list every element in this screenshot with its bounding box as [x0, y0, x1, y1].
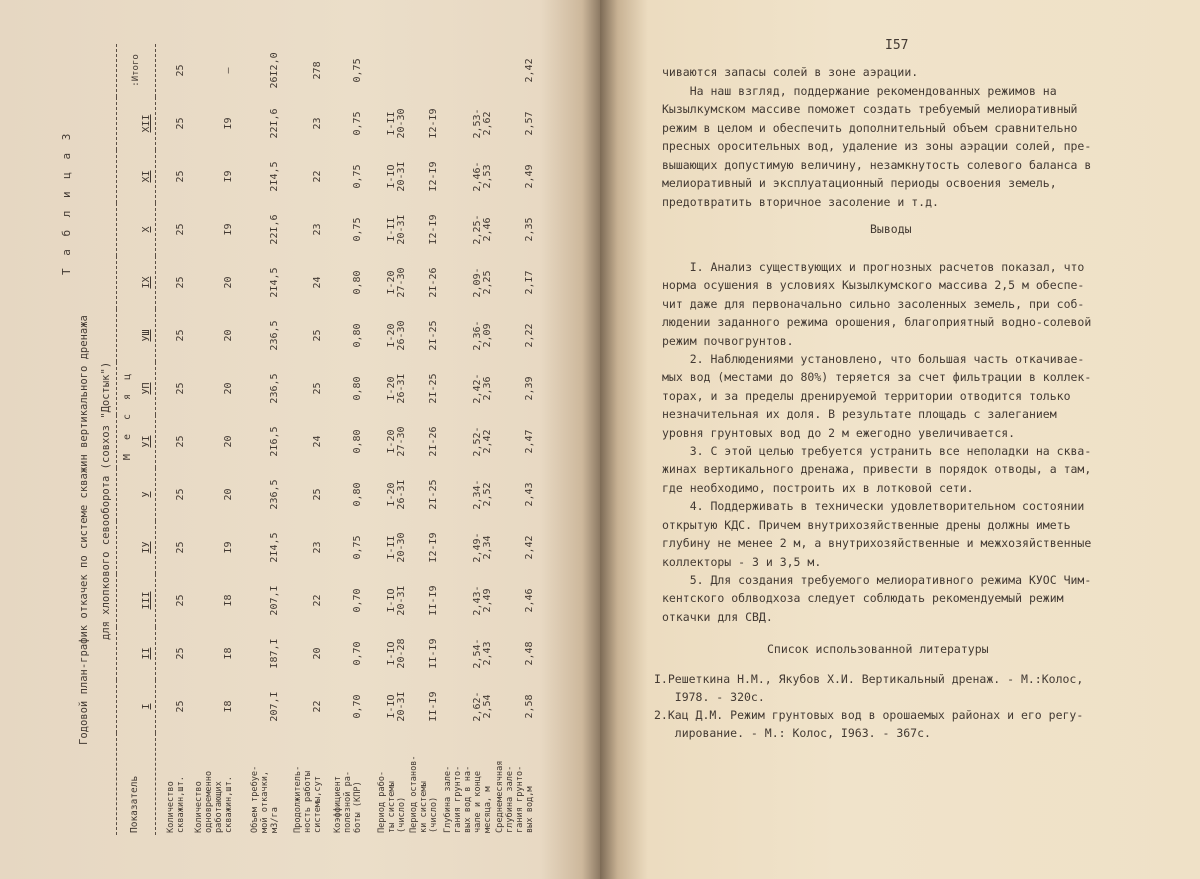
row-value: 207,I — [268, 691, 280, 722]
row-value: 20 — [222, 435, 234, 448]
row-value: 2,47 — [523, 429, 535, 454]
row-value: 25 — [174, 276, 186, 289]
month-header: IX — [139, 256, 156, 309]
conclusions-list — [662, 258, 1091, 626]
references-list — [654, 670, 1083, 742]
row-value: I-IO 20-3I — [385, 585, 407, 616]
row-value: I-II 20-3I — [385, 214, 407, 245]
table-caption: Т а б л и ц а 3 — [60, 130, 73, 275]
row-value: 236,5 — [268, 320, 280, 351]
months-header-row — [139, 44, 156, 835]
row-value: I8 — [222, 594, 234, 607]
conclusion-line: режим почвогрунтов. — [662, 333, 794, 348]
row-value: II-I9 — [427, 638, 439, 669]
table-row — [325, 44, 365, 835]
conclusion-line: уровня грунтовых вод до 2 м ежегодно увеличивается. — [662, 425, 1016, 440]
row-total: – — [222, 67, 234, 74]
row-label: Коэффициент полезной ра- боты (КПР) — [332, 770, 363, 833]
row-value: 2,49 — [523, 164, 535, 189]
row-value: 0,80 — [351, 323, 363, 348]
table-row — [495, 44, 537, 835]
row-value: I-IO 20-3I — [385, 161, 407, 192]
row-value: 23 — [311, 541, 323, 554]
row-value: I-20 26-3I — [385, 479, 407, 510]
month-header: III — [139, 574, 156, 627]
row-value: 2I4,5 — [268, 267, 280, 298]
row-value: I-20 26-3I — [385, 373, 407, 404]
text-line: чиваются запасы солей в зоне аэрации. — [662, 65, 919, 79]
row-value: 2,34- 2,52 — [471, 479, 493, 510]
row-value: I9 — [222, 117, 234, 130]
table-header-row — [117, 44, 140, 835]
row-value: 25 — [311, 382, 323, 395]
row-value: 25 — [174, 117, 186, 130]
row-value: 2,58 — [523, 694, 535, 719]
row-value: 2I-26 — [427, 267, 439, 298]
row-value: 22I,6 — [268, 214, 280, 245]
row-value: 0,70 — [351, 588, 363, 613]
row-value: 2I-25 — [427, 320, 439, 351]
row-value: 25 — [174, 382, 186, 395]
row-label: Период останов- ки системы (число) — [408, 755, 439, 833]
row-value: 2I4,5 — [268, 161, 280, 192]
row-value: 2,43- 2,49 — [471, 585, 493, 616]
row-value: I8 — [222, 700, 234, 713]
row-value: 25 — [174, 329, 186, 342]
row-value: 20 — [222, 329, 234, 342]
month-header: X — [139, 203, 156, 256]
row-value: I-II 20-30 — [385, 108, 407, 139]
conclusion-line: людении заданного режима орошения, благоприятный водно-солевой — [662, 315, 1092, 330]
conclusion-line: I. Анализ существующих и прогнозных расчетов показал, что — [662, 260, 1085, 274]
row-value: 22 — [311, 170, 323, 183]
conclusion-line: 3. С этой целью требуется устранить все неполадки на сква- — [662, 444, 1092, 459]
row-value: 25 — [174, 594, 186, 607]
row-value: 0,80 — [351, 376, 363, 401]
row-label: Продолжитель- ность работы системы,сут — [292, 765, 323, 833]
month-header: УП — [139, 362, 156, 415]
row-value: 22I,6 — [268, 108, 280, 139]
conclusion-line: норма осушения в условиях Кызылкумского массива 2,5 м обеспе- — [662, 278, 1085, 293]
table-row — [156, 44, 188, 835]
table-title-line1: Годовой план-график откачек по системе скважин вертикального дренажа — [78, 315, 90, 745]
row-value: 2,49- 2,34 — [471, 532, 493, 563]
month-header: У — [139, 468, 156, 521]
row-value: 2,22 — [523, 323, 535, 348]
row-value: 2,46 — [523, 588, 535, 613]
row-label: Количество скважин,шт. — [165, 776, 186, 833]
row-total — [365, 44, 409, 97]
row-value: I9 — [222, 170, 234, 183]
row-value: 2,42 — [523, 535, 535, 560]
row-label: Период рабо- ты системы (число) — [376, 770, 407, 833]
row-value: 20 — [222, 276, 234, 289]
table-row — [188, 44, 236, 835]
row-value: 25 — [174, 488, 186, 501]
row-label: Объем требуе- мой откачки, м3/га — [249, 765, 280, 833]
row-value: I-IO 20-3I — [385, 691, 407, 722]
header-month: М е с я ц — [117, 97, 140, 733]
row-value: I9 — [222, 223, 234, 236]
header-indicator: Показатель — [117, 733, 156, 835]
row-total: 0,75 — [351, 58, 363, 83]
conclusion-line: открытую КДС. Причем внутрихозяйственные дрены должны иметь — [662, 517, 1071, 532]
row-label: Среднемесячная глубина зале- гания грунто- вых вод,м — [494, 760, 535, 833]
row-value: I-IO 20-28 — [385, 638, 407, 669]
reference-line: лирование. - М.: Колос, I963. - 367с. — [654, 726, 931, 740]
row-value: 207,I — [268, 585, 280, 616]
month-header: XI — [139, 150, 156, 203]
row-value: 25 — [311, 329, 323, 342]
row-value: 236,5 — [268, 373, 280, 404]
conclusion-line: 2. Наблюдениями установлено, что большая часть откачивае- — [662, 352, 1085, 367]
row-value: I-20 27-30 — [385, 267, 407, 298]
table-row — [282, 44, 325, 835]
row-value: I-20 27-30 — [385, 426, 407, 457]
row-value: 23 — [311, 117, 323, 130]
row-value: 0,80 — [351, 429, 363, 454]
row-value: 2I6,5 — [268, 426, 280, 457]
page-number: I57 — [885, 38, 909, 53]
row-value: 2,54- 2,43 — [471, 638, 493, 669]
row-value: 23 — [311, 223, 323, 236]
row-value: 2,25- 2,46 — [471, 214, 493, 245]
conclusion-line: где необходимо, построить их в лотковой сети. — [662, 480, 974, 495]
conclusions-heading: Выводы — [870, 222, 912, 236]
intro-paragraphs — [662, 63, 1091, 211]
row-value: I2-I9 — [427, 161, 439, 192]
row-value: 20 — [222, 488, 234, 501]
text-line: пресных оросительных вод, удаление из зоны аэрации солей, пре- — [662, 139, 1092, 153]
row-total — [441, 44, 495, 97]
text-line: режим в целом и обеспечить дополнительный объем сравнительно — [662, 120, 1078, 135]
month-header: УI — [139, 415, 156, 468]
header-total: :Итого — [117, 44, 156, 97]
text-line: вышающих допустимую величину, незамкнутость солевого баланса в — [662, 157, 1092, 172]
pumping-schedule-table — [116, 44, 537, 835]
row-value: 2,53- 2,62 — [471, 108, 493, 139]
row-value: 24 — [311, 435, 323, 448]
table-row — [236, 44, 282, 835]
row-value: 2,39 — [523, 376, 535, 401]
row-value: 0,75 — [351, 535, 363, 560]
conclusion-line: жинах вертикального дренажа, привести в порядок отводы, а там, — [662, 462, 1092, 477]
conclusion-line: торах, и за пределы дренируемой территории отводится только — [662, 388, 1071, 403]
row-value: 2,36- 2,09 — [471, 320, 493, 351]
row-value: 25 — [311, 488, 323, 501]
row-value: II-I9 — [427, 691, 439, 722]
row-value: 25 — [174, 541, 186, 554]
conclusion-line: глубину не менее 2 м, а внутрихозяйственные и межхозяйственные — [662, 536, 1092, 551]
row-label: Количество одновременно работающих скважин,шт. — [193, 770, 234, 833]
row-value: 2,46- 2,53 — [471, 161, 493, 192]
row-value: 25 — [174, 700, 186, 713]
row-value: 2,43 — [523, 482, 535, 507]
row-value: I2-I9 — [427, 532, 439, 563]
row-value: 0,75 — [351, 111, 363, 136]
row-value: 25 — [174, 435, 186, 448]
row-value: I87,I — [268, 638, 280, 669]
row-value: 0,80 — [351, 270, 363, 295]
row-value: 25 — [174, 647, 186, 660]
reference-line: I978. - 320с. — [654, 690, 765, 704]
conclusion-line: мых вод (местами до 80%) теряется за счет фильтрации в коллек- — [662, 370, 1092, 385]
row-total: 278 — [311, 61, 323, 80]
row-value: 2,I7 — [523, 270, 535, 295]
row-value: 22 — [311, 700, 323, 713]
row-value: 20 — [222, 382, 234, 395]
row-value: 0,80 — [351, 482, 363, 507]
reference-line: 2.Кац Д.М. Режим грунтовых вод в орошаемых районах и его регу- — [654, 708, 1084, 722]
row-value: 2I-25 — [427, 479, 439, 510]
text-line: предотвратить вторичное засоление и т.д. — [662, 194, 939, 209]
conclusion-line: незначительная их доля. В результате площадь с залеганием — [662, 407, 1057, 422]
row-total: 26I2,0 — [268, 52, 280, 89]
row-label: Глубина зале- гания грунто- вых вод в на- чале и конце месяца, м — [442, 765, 493, 833]
row-value: 25 — [174, 170, 186, 183]
row-total: 25 — [174, 64, 186, 77]
conclusion-line: 5. Для создания требуемого мелиоративного режима КУОС Чим- — [662, 572, 1092, 587]
row-value: I-II 20-30 — [385, 532, 407, 563]
row-value: 22 — [311, 594, 323, 607]
rotated-table-block — [60, 45, 535, 845]
row-value: 20 — [311, 647, 323, 660]
row-total: 2,42 — [523, 58, 535, 83]
row-value: I-20 26-30 — [385, 320, 407, 351]
table-title-line2: для хлопкового севооборота (совхоз "Достык") — [100, 361, 112, 640]
row-value: 25 — [174, 223, 186, 236]
row-value: 2,57 — [523, 111, 535, 136]
table-row — [441, 44, 495, 835]
row-value: 2,09- 2,25 — [471, 267, 493, 298]
conclusion-line: откачки для СВД. — [662, 609, 773, 624]
conclusion-line: кентского облводхоза следует соблюдать рекомендуемый режим — [662, 591, 1064, 606]
month-header: IУ — [139, 521, 156, 574]
row-value: 0,75 — [351, 217, 363, 242]
row-value: I9 — [222, 541, 234, 554]
row-value: 2I4,5 — [268, 532, 280, 563]
row-value: 0,70 — [351, 641, 363, 666]
row-value: I8 — [222, 647, 234, 660]
row-value: 2,35 — [523, 217, 535, 242]
row-value: 24 — [311, 276, 323, 289]
row-value: II-I9 — [427, 585, 439, 616]
month-header: I — [139, 680, 156, 733]
row-value: 2,62- 2,54 — [471, 691, 493, 722]
row-value: 2,52- 2,42 — [471, 426, 493, 457]
row-value: 2,48 — [523, 641, 535, 666]
conclusion-line: 4. Поддерживать в технически удовлетворительном состоянии — [662, 499, 1085, 514]
reference-line: I.Решеткина Н.М., Якубов Х.И. Вертикальный дренаж. - М.:Колос, — [654, 672, 1084, 686]
table-row — [365, 44, 409, 835]
month-header: XII — [139, 97, 156, 150]
month-header: УШ — [139, 309, 156, 362]
text-line: мелиоративный и эксплуатационный периоды освоения земель, — [662, 176, 1057, 190]
row-value: I2-I9 — [427, 214, 439, 245]
row-value: I2-I9 — [427, 108, 439, 139]
row-value: 2,42- 2,36 — [471, 373, 493, 404]
conclusion-line: коллекторы - 3 и 3,5 м. — [662, 554, 822, 569]
text-line: На наш взгляд, поддержание рекомендованных режимов на — [662, 83, 1057, 98]
row-total — [409, 44, 441, 97]
row-value: 2I-25 — [427, 373, 439, 404]
row-value: 0,75 — [351, 164, 363, 189]
table-row — [409, 44, 441, 835]
month-header: II — [139, 627, 156, 680]
text-line: Кызылкумском массиве поможет создать требуемый мелиоративный — [662, 102, 1078, 116]
row-value: 236,5 — [268, 479, 280, 510]
row-value: 0,70 — [351, 694, 363, 719]
references-heading: Список использованной литературы — [767, 642, 989, 656]
row-value: 2I-26 — [427, 426, 439, 457]
conclusion-line: чит даже для первоначально сильно засоленных земель, при соб- — [662, 296, 1085, 311]
